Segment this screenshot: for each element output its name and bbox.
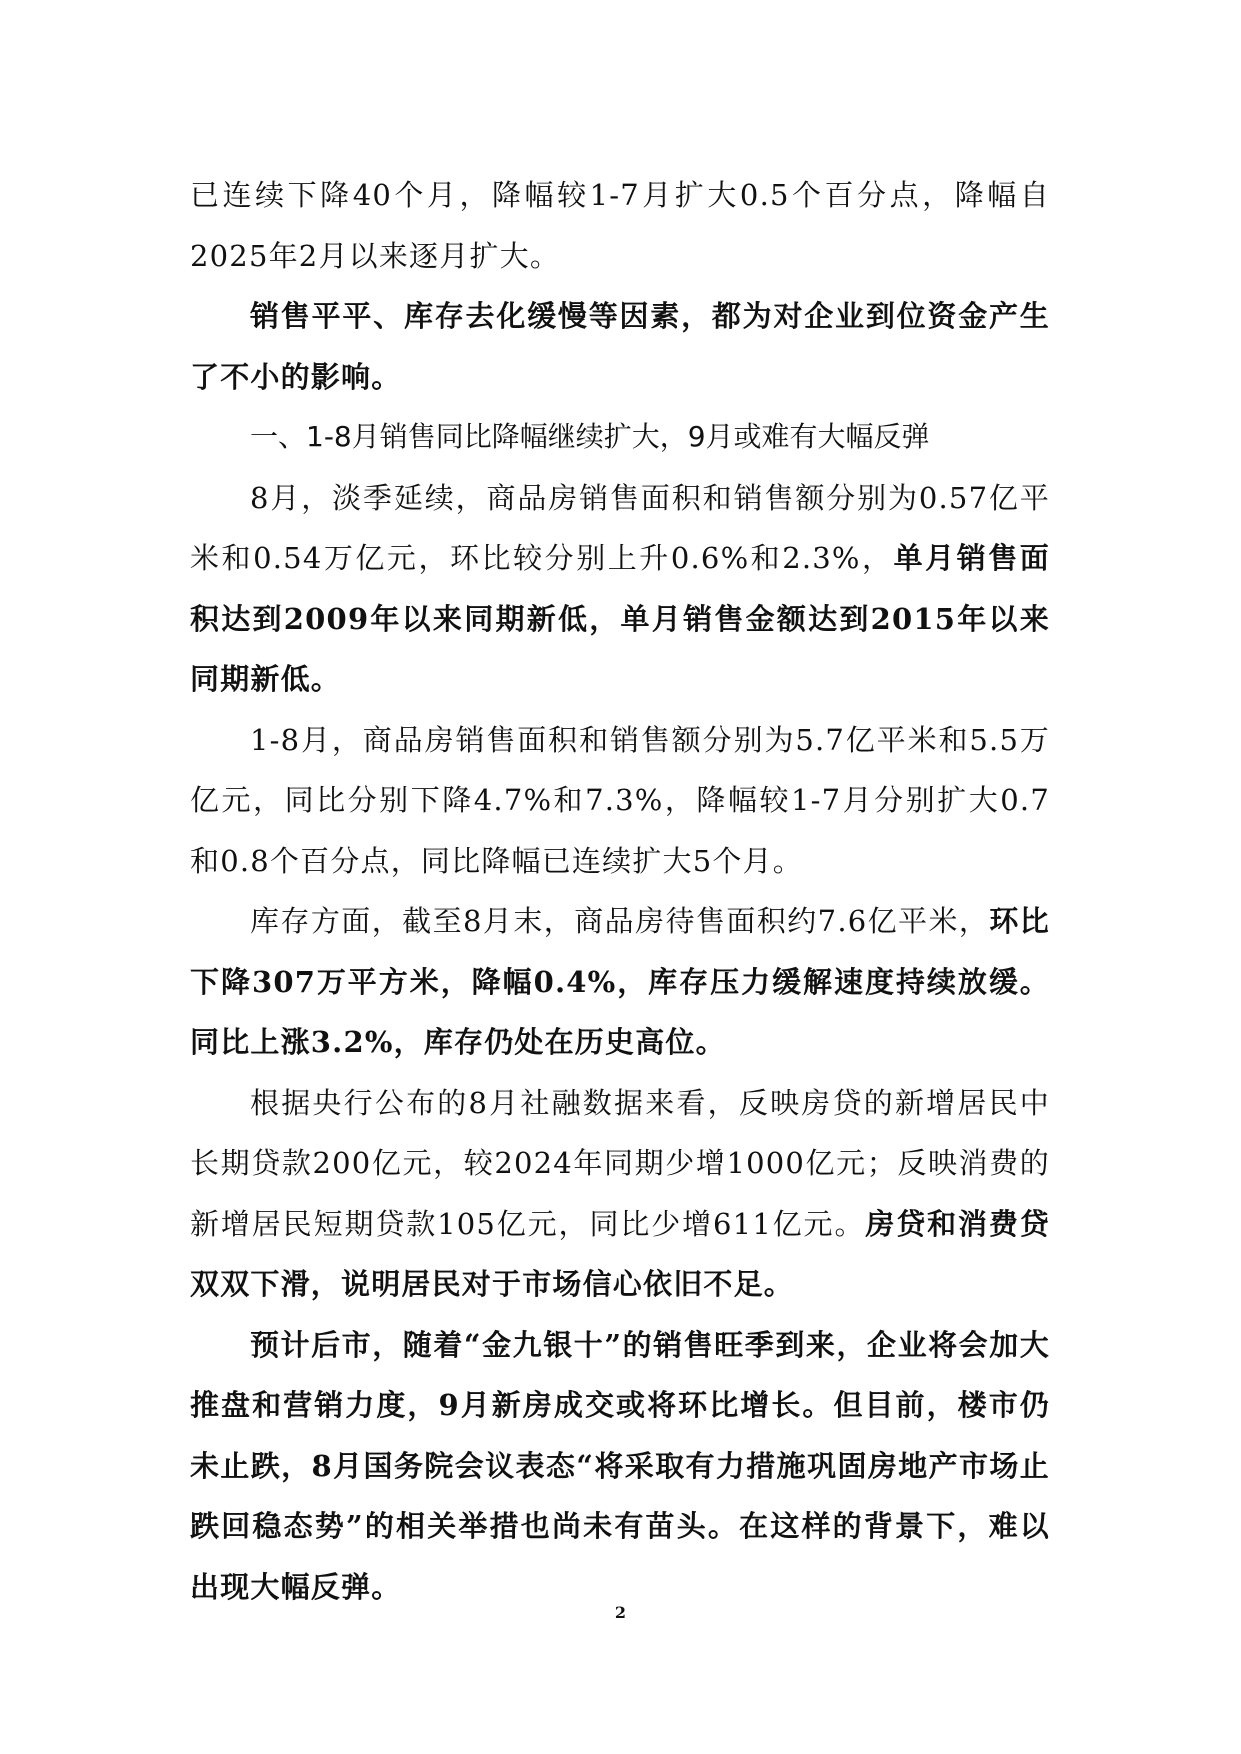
paragraph-4-text: 8月，淡季延续，商品房销售面积和销售额分别为0.57亿平米和0.54万亿元，环比较分别上升0.6%和2.3%， [190,480,1050,575]
paragraph-7-emphasis: 房贷和消费贷双双下滑，说明居民对于市场信心依旧不足。 [190,1206,1051,1301]
paragraph-4 [190,468,1050,710]
paragraph-7-text: 根据央行公布的8月社融数据来看，反映房贷的新增居民中长期贷款200亿元，较2024年同期少增1000亿元；反映消费的新增居民短期贷款105亿元，同比少增611亿元。 [190,1085,1050,1241]
paragraph-5 [190,710,1050,892]
paragraph-8-text: 预计后市，随着“金九银十”的销售旺季到来，企业将会加大推盘和营销力度，9月新房成交或将环比增长。但目前，楼市仍未止跌，8月国务院会议表态“将采取有力措施巩固房地产市场止跌回稳态势”的相关举措也尚未有苗头。在这样的背景下，难以出现大幅反弹。 [190,1327,1050,1604]
paragraph-1-text: 已连续下降40个月，降幅较1-7月扩大0.5个百分点，降幅自2025年2月以来逐月扩大。 [190,178,1050,273]
paragraph-6 [190,891,1050,1073]
paragraph-6-text: 库存方面，截至8月末，商品房待售面积约7.6亿平米， [250,904,990,938]
paragraph-1 [190,165,1050,286]
section-heading-text: 一、1-8月销售同比降幅继续扩大，9月或难有大幅反弹 [250,420,930,453]
paragraph-2-text: 销售平平、库存去化缓慢等因素，都为对企业到位资金产生了不小的影响。 [190,299,1050,394]
paragraph-5-text: 1-8月，商品房销售面积和销售额分别为5.7亿平米和5.5万亿元，同比分别下降4.7%和7.3%，降幅较1-7月分别扩大0.7和0.8个百分点，同比降幅已连续扩大5个月。 [190,722,1050,878]
section-heading [190,407,1050,468]
document-body [190,165,1050,1617]
paragraph-8 [190,1315,1050,1618]
paragraph-2 [190,286,1050,407]
paragraph-6-emphasis: 环比下降307万平方米，降幅0.4%，库存压力缓解速度持续放缓。同比上涨3.2%，库存仍处在历史高位。 [190,904,1050,1059]
paragraph-4-emphasis: 单月销售面积达到2009年以来同期新低，单月销售金额达到2015年以来同期新低。 [190,541,1050,696]
paragraph-7 [190,1073,1050,1315]
page-number: 2 [614,1603,627,1622]
